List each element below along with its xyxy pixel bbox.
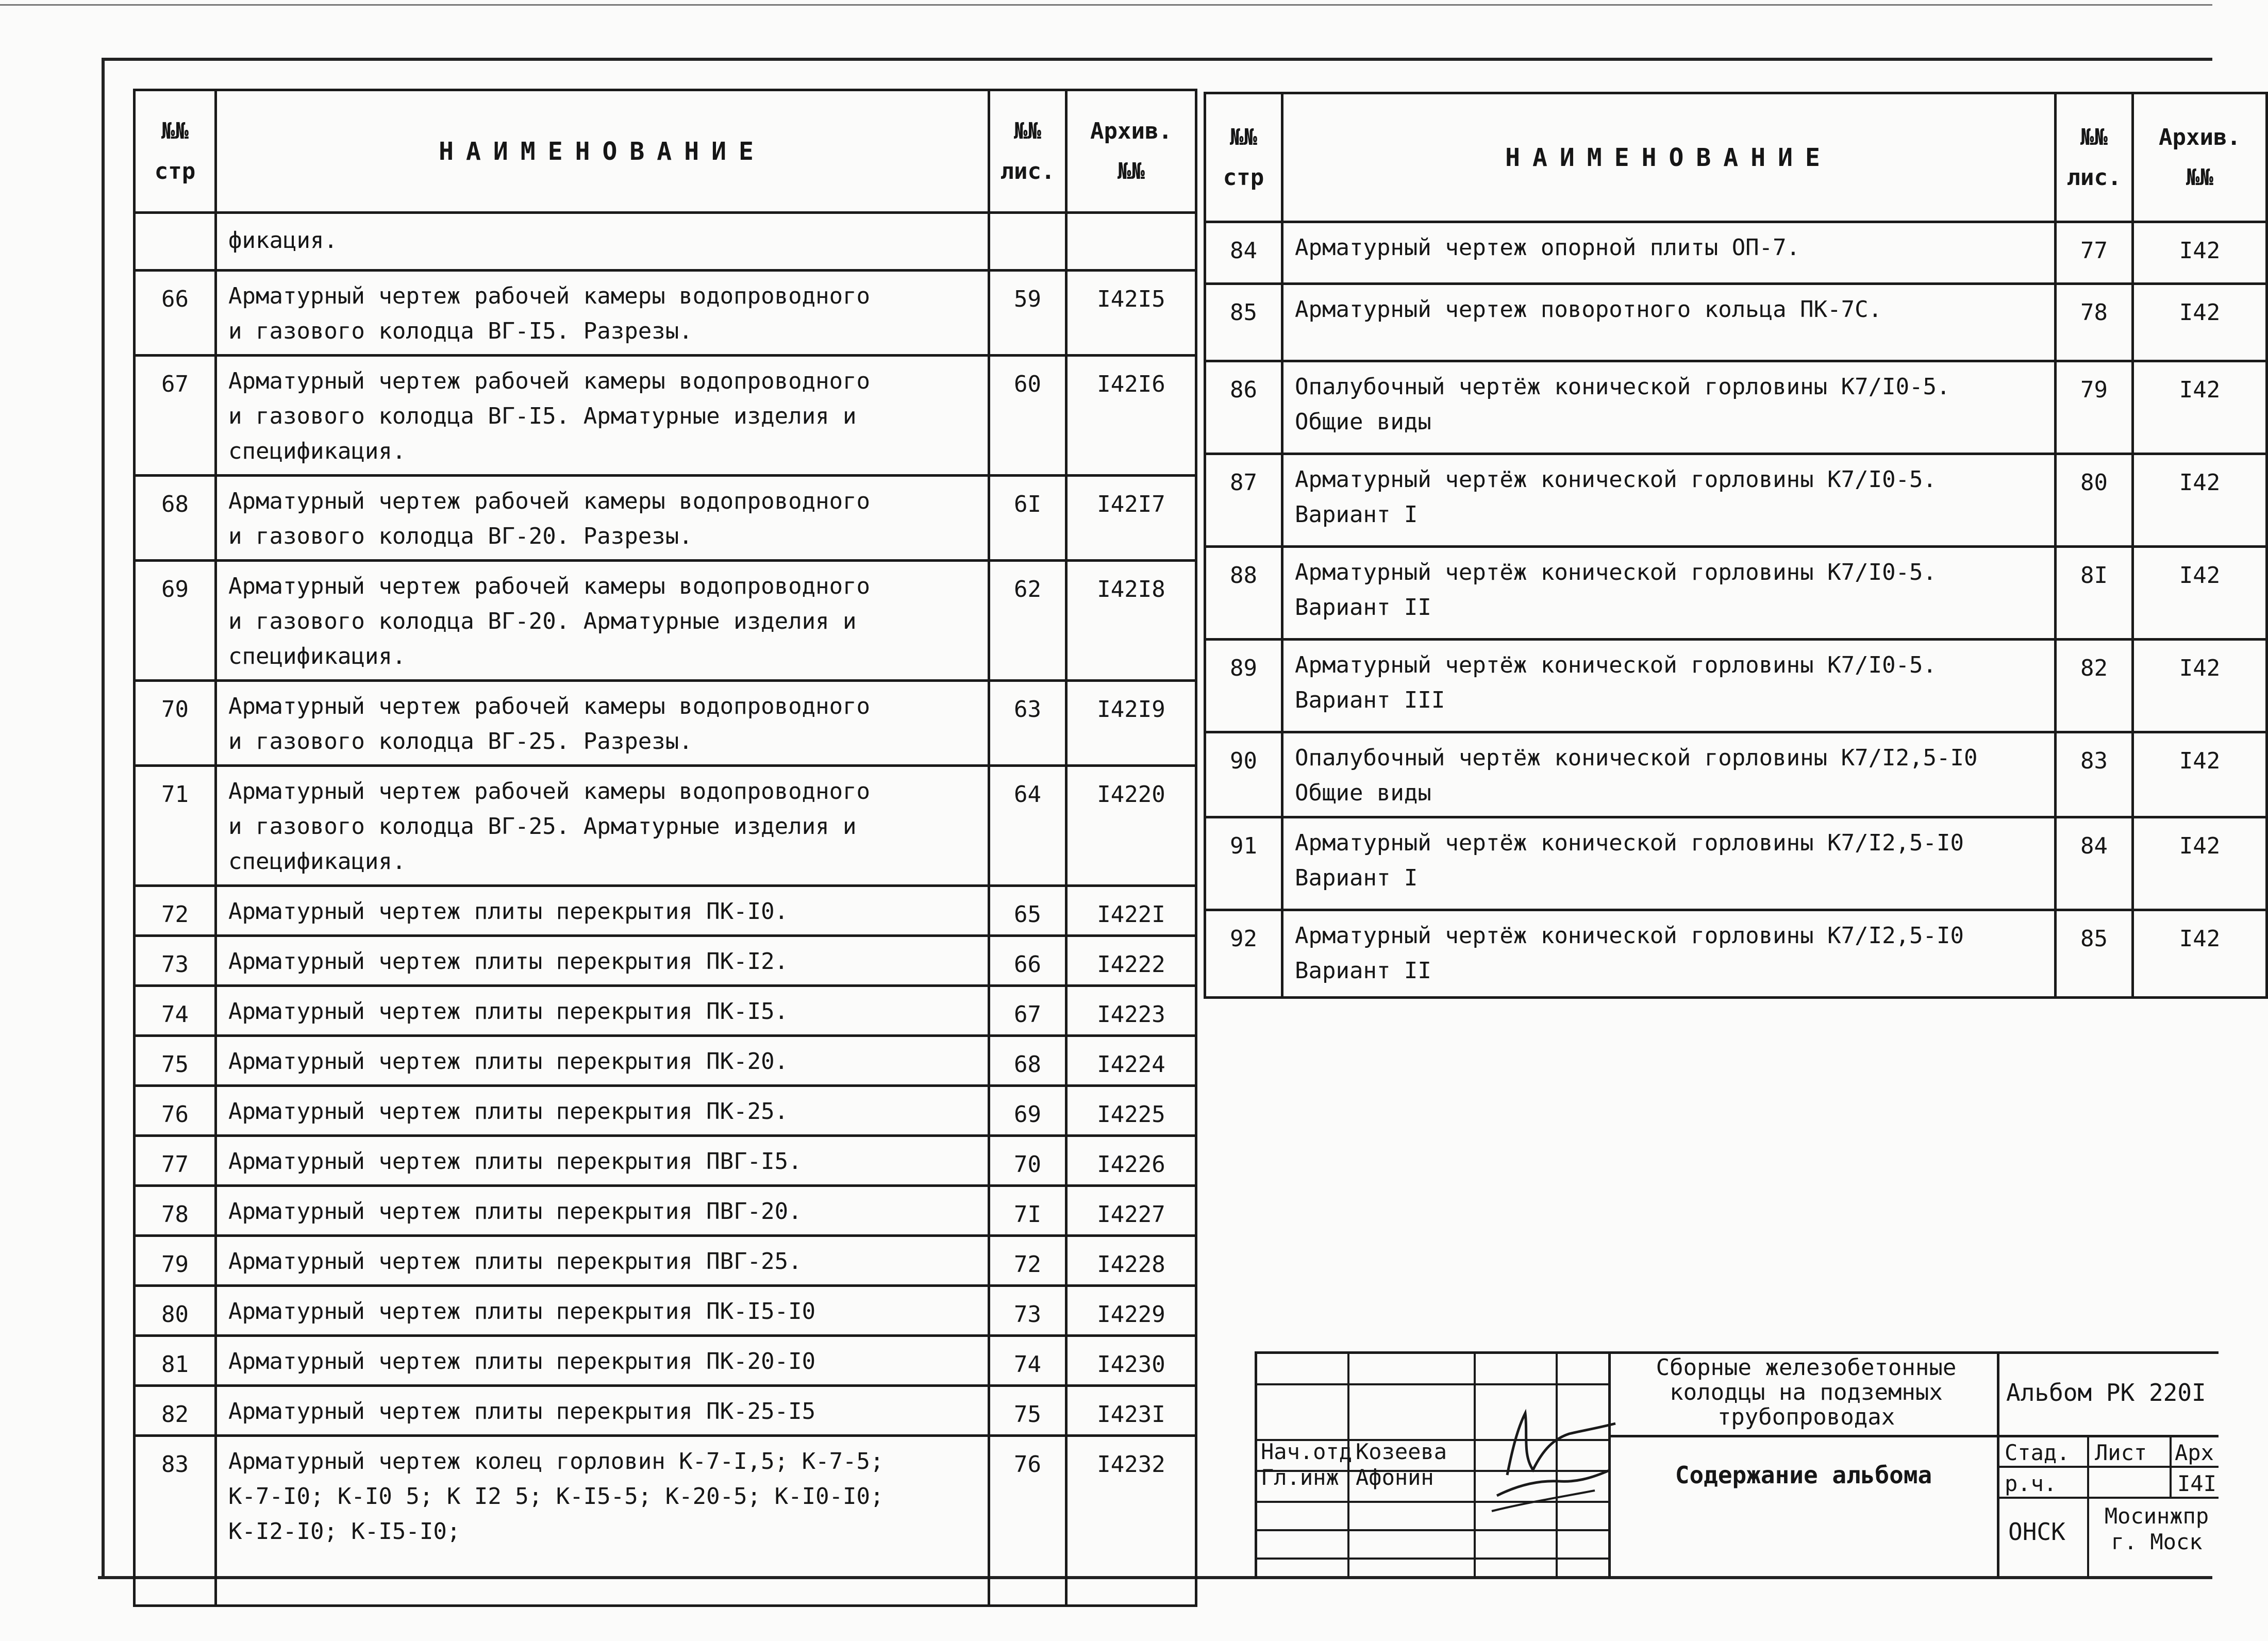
label-archive: Арх: [2175, 1440, 2214, 1465]
row-number: 91: [1205, 817, 1282, 910]
row-sheet: 78: [2056, 284, 2133, 361]
table-row: [135, 561, 1196, 681]
row-title: Опалубочный чертёж конической горловины К7/I2,5-I0 Общие виды: [1282, 732, 2056, 817]
row-sheet: 66: [989, 936, 1066, 986]
table-row: [135, 1236, 1196, 1286]
row-title: Арматурный чертеж плиты перекрытия ПВГ-I5.: [216, 1136, 989, 1186]
row-number: 77: [135, 1136, 216, 1186]
row-sheet: [989, 213, 1066, 271]
row-number: 69: [135, 561, 216, 681]
row-archive: I42: [2133, 547, 2267, 640]
table-row: [135, 886, 1196, 936]
row-sheet: 76: [989, 1436, 1066, 1606]
header-sheet-number: №№ лис.: [989, 90, 1066, 213]
row-number: 79: [135, 1236, 216, 1286]
row-number: 87: [1205, 454, 1282, 547]
table-row: [135, 936, 1196, 986]
table-row: [1205, 454, 2267, 547]
row-archive: I42I6: [1066, 356, 1196, 476]
row-number: 78: [135, 1186, 216, 1236]
row-number: 83: [135, 1436, 216, 1606]
row-number: 81: [135, 1336, 216, 1386]
row-sheet: 7I: [989, 1186, 1066, 1236]
table-row: [1205, 284, 2267, 361]
header-page-number: №№ стр: [1205, 93, 1282, 222]
row-sheet: 64: [989, 766, 1066, 886]
table-header-row: [1205, 93, 2267, 222]
row-sheet: 63: [989, 681, 1066, 766]
row-title: Арматурный чертёж конической горловины К7/I2,5-I0 Вариант II: [1282, 910, 2056, 998]
org-right: Мосинжпр г. Моск: [2104, 1503, 2209, 1554]
table-row: [135, 1186, 1196, 1236]
header-page-number: №№ стр: [135, 90, 216, 213]
row-archive: I42I7: [1066, 476, 1196, 561]
contents-table-left: [133, 89, 1197, 1607]
sheet-title: Содержание альбома: [1675, 1461, 1932, 1489]
row-sheet: 6I: [989, 476, 1066, 561]
stage-value: р.ч.: [2005, 1471, 2057, 1496]
table-row: [135, 1436, 1196, 1606]
row-archive: I42: [2133, 640, 2267, 732]
row-archive: I42: [2133, 361, 2267, 454]
row-sheet: 59: [989, 271, 1066, 356]
row-archive: I4227: [1066, 1186, 1196, 1236]
row-number: 86: [1205, 361, 1282, 454]
row-number: 89: [1205, 640, 1282, 732]
row-number: 92: [1205, 910, 1282, 998]
row-title: Арматурный чертеж опорной плиты ОП-7.: [1282, 222, 2056, 284]
row-title: Арматурный чертеж плиты перекрытия ПК-25.: [216, 1086, 989, 1136]
row-number: 85: [1205, 284, 1282, 361]
header-sheet-number: №№ лис.: [2056, 93, 2133, 222]
table-row: [135, 1136, 1196, 1186]
row-sheet: 60: [989, 356, 1066, 476]
row-title: Арматурный чертеж рабочей камеры водопроводного и газового колодца ВГ-25. Арматурные изделия и спецификация.: [216, 766, 989, 886]
row-archive: I42: [2133, 454, 2267, 547]
sheet-edge: [0, 4, 2212, 6]
row-archive: I42: [2133, 732, 2267, 817]
header-name: НАИМЕНОВАНИЕ: [216, 90, 989, 213]
table-row: [1205, 361, 2267, 454]
sheet-value: I4I: [2177, 1471, 2216, 1496]
role-head-of-dept: Нач.отд: [1261, 1439, 1353, 1464]
row-title: Арматурный чертеж плиты перекрытия ПВГ-25.: [216, 1236, 989, 1286]
row-title: Арматурный чертёж конической горловины К7/I0-5. Вариант II: [1282, 547, 2056, 640]
row-number: 75: [135, 1036, 216, 1086]
table-row: [135, 476, 1196, 561]
row-sheet: 8I: [2056, 547, 2133, 640]
table-row: [135, 681, 1196, 766]
row-title: Арматурный чертёж конической горловины К7/I0-5. Вариант III: [1282, 640, 2056, 732]
row-number: [135, 213, 216, 271]
album-code: Альбом РК 220I: [2006, 1379, 2206, 1406]
header-name: НАИМЕНОВАНИЕ: [1282, 93, 2056, 222]
row-title: Арматурный чертеж плиты перекрытия ПК-20-I0: [216, 1336, 989, 1386]
project-title: Сборные железобетонные колодцы на подземных трубопроводах: [1656, 1354, 1957, 1430]
row-sheet: 72: [989, 1236, 1066, 1286]
row-title: Арматурный чертеж плиты перекрытия ПК-I2.: [216, 936, 989, 986]
row-title: Арматурный чертеж поворотного кольца ПК-7С.: [1282, 284, 2056, 361]
table-row: [135, 1336, 1196, 1386]
row-archive: I42I5: [1066, 271, 1196, 356]
row-number: 73: [135, 936, 216, 986]
row-title: Арматурный чертёж конической горловины К7/I0-5. Вариант I: [1282, 454, 2056, 547]
row-archive: I4224: [1066, 1036, 1196, 1086]
row-archive: I42: [2133, 284, 2267, 361]
row-number: 80: [135, 1286, 216, 1336]
row-archive: I4222: [1066, 936, 1196, 986]
row-title: Арматурный чертеж плиты перекрытия ПК-25-I5: [216, 1386, 989, 1436]
row-archive: I42: [2133, 910, 2267, 998]
row-number: 84: [1205, 222, 1282, 284]
row-number: 71: [135, 766, 216, 886]
row-number: 67: [135, 356, 216, 476]
row-sheet: 83: [2056, 732, 2133, 817]
row-archive: I42I8: [1066, 561, 1196, 681]
row-sheet: 65: [989, 886, 1066, 936]
header-archive-number: Архив. №№: [2133, 93, 2267, 222]
row-number: 88: [1205, 547, 1282, 640]
row-title: Арматурный чертеж рабочей камеры водопроводного и газового колодца ВГ-20. Разрезы.: [216, 476, 989, 561]
row-archive: I423I: [1066, 1386, 1196, 1436]
table-row: [135, 271, 1196, 356]
row-title: Арматурный чертеж плиты перекрытия ПК-I0.: [216, 886, 989, 936]
org-left: ОНСК: [2008, 1518, 2065, 1546]
row-number: 68: [135, 476, 216, 561]
row-number: 70: [135, 681, 216, 766]
name-head-of-dept: Козеева: [1356, 1439, 1447, 1464]
table-row: [135, 1386, 1196, 1436]
row-sheet: 67: [989, 986, 1066, 1036]
row-title: Арматурный чертеж плиты перекрытия ПВГ-20.: [216, 1186, 989, 1236]
row-archive: I4220: [1066, 766, 1196, 886]
contents-table-right: [1204, 92, 2268, 999]
row-title: Арматурный чертеж колец горловин К-7-I,5; К-7-5; К-7-I0; К-I0 5; К I2 5; К-I5-5; К-20-5; К-I0-I0; К-I2-I0; К-I5-I0;: [216, 1436, 989, 1606]
row-archive: I4230: [1066, 1336, 1196, 1386]
table-row: [1205, 910, 2267, 998]
signature-image: [1476, 1393, 1626, 1516]
row-title: фикация.: [216, 213, 989, 271]
row-sheet: 79: [2056, 361, 2133, 454]
row-sheet: 77: [2056, 222, 2133, 284]
row-archive: I4225: [1066, 1086, 1196, 1136]
row-archive: I422I: [1066, 886, 1196, 936]
row-title: Опалубочный чертёж конической горловины К7/I0-5. Общие виды: [1282, 361, 2056, 454]
row-sheet: 68: [989, 1036, 1066, 1086]
row-sheet: 84: [2056, 817, 2133, 910]
row-sheet: 82: [2056, 640, 2133, 732]
table-row: [135, 1286, 1196, 1336]
row-sheet: 75: [989, 1386, 1066, 1436]
row-title: Арматурный чертеж рабочей камеры водопроводного и газового колодца ВГ-I5. Разрезы.: [216, 271, 989, 356]
label-sheet: Лист: [2095, 1440, 2147, 1465]
frame-border-top: [103, 58, 2212, 61]
header-archive-number: Архив. №№: [1066, 90, 1196, 213]
row-number: 74: [135, 986, 216, 1036]
row-number: 72: [135, 886, 216, 936]
table-row: [135, 1086, 1196, 1136]
row-title: Арматурный чертеж рабочей камеры водопроводного и газового колодца ВГ-25. Разрезы.: [216, 681, 989, 766]
role-chief-engineer: Гл.инж: [1261, 1465, 1339, 1490]
table-row: [1205, 222, 2267, 284]
table-body-right: [1205, 222, 2267, 998]
table-row: [1205, 732, 2267, 817]
row-title: Арматурный чертеж плиты перекрытия ПК-20.: [216, 1036, 989, 1086]
row-title: Арматурный чертёж конической горловины К7/I2,5-I0 Вариант I: [1282, 817, 2056, 910]
row-archive: I4232: [1066, 1436, 1196, 1606]
table-row: [135, 1036, 1196, 1086]
row-archive: I42: [2133, 817, 2267, 910]
row-title: Арматурный чертеж рабочей камеры водопроводного и газового колодца ВГ-I5. Арматурные изделия и спецификация.: [216, 356, 989, 476]
row-sheet: 62: [989, 561, 1066, 681]
table-body-left: [135, 213, 1196, 1606]
row-archive: I4228: [1066, 1236, 1196, 1286]
table-row: [135, 356, 1196, 476]
row-archive: I4226: [1066, 1136, 1196, 1186]
row-archive: [1066, 213, 1196, 271]
table-row: [135, 986, 1196, 1036]
row-number: 76: [135, 1086, 216, 1136]
row-number: 66: [135, 271, 216, 356]
row-number: 90: [1205, 732, 1282, 817]
row-title: Арматурный чертеж плиты перекрытия ПК-I5.: [216, 986, 989, 1036]
title-block: [1255, 1351, 2219, 1578]
name-chief-engineer: Афонин: [1356, 1465, 1434, 1490]
row-archive: I4223: [1066, 986, 1196, 1036]
row-archive: I42I9: [1066, 681, 1196, 766]
row-sheet: 74: [989, 1336, 1066, 1386]
table-row: [1205, 817, 2267, 910]
row-archive: I42: [2133, 222, 2267, 284]
label-stage: Стад.: [2005, 1440, 2070, 1465]
table-row: [1205, 547, 2267, 640]
row-sheet: 69: [989, 1086, 1066, 1136]
row-archive: I4229: [1066, 1286, 1196, 1336]
row-title: Арматурный чертеж рабочей камеры водопроводного и газового колодца ВГ-20. Арматурные изделия и спецификация.: [216, 561, 989, 681]
table-row: [1205, 640, 2267, 732]
row-number: 82: [135, 1386, 216, 1436]
table-header-row: [135, 90, 1196, 213]
frame-border-left: [102, 58, 105, 1578]
table-row: [135, 766, 1196, 886]
table-row: [135, 213, 1196, 271]
row-sheet: 85: [2056, 910, 2133, 998]
row-sheet: 70: [989, 1136, 1066, 1186]
row-title: Арматурный чертеж плиты перекрытия ПК-I5-I0: [216, 1286, 989, 1336]
row-sheet: 73: [989, 1286, 1066, 1336]
row-sheet: 80: [2056, 454, 2133, 547]
